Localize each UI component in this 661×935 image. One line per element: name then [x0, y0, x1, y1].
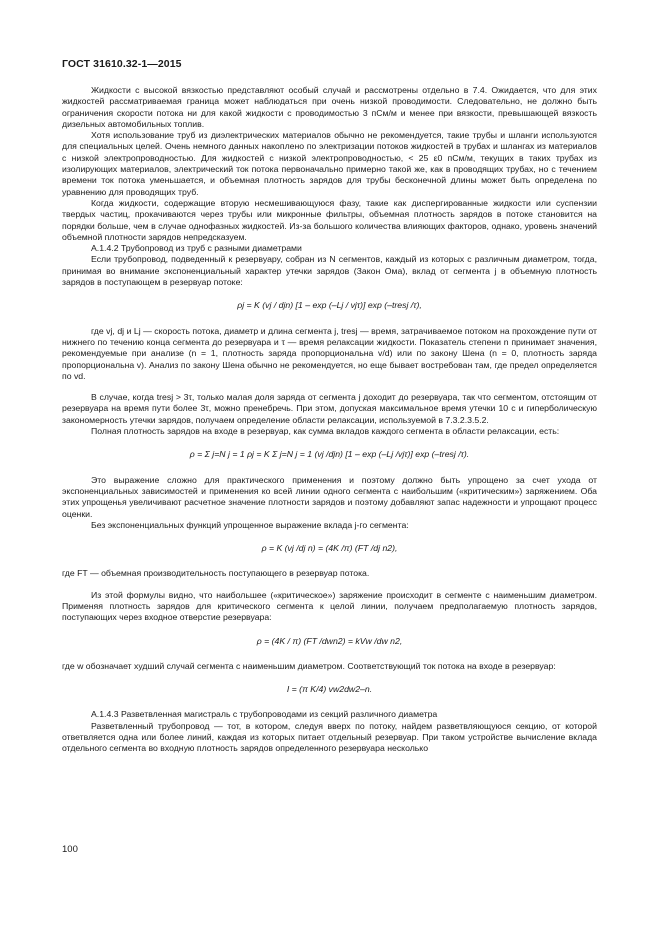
formula-segment-contribution: ρj = K (vj / djn) [1 – exp (–Lj / vjτ)] exp (–tresj /τ),: [237, 300, 422, 311]
formula-simplified: ρ = K (vj /dj n) = (4K /π) (FT /dj n2),: [261, 543, 398, 554]
document-header: ГОСТ 31610.32-1—2015: [62, 58, 182, 70]
document-body: [62, 85, 597, 755]
paragraph: Из этой формулы видно, что наибольшее («критическое») заряжение происходит в сегменте с наименьшим диаметром. Применяя плотность зарядов для критического сегмента к целой линии, получаем предполагаемую плотность зарядов, поступающих через входное отверстие резервуара:: [62, 589, 597, 623]
paragraph: Без экспоненциальных функций упрощенное выражение вклада j-го сегмента:: [91, 519, 409, 530]
section-heading-a142: А.1.4.2 Трубопровод из труб с разными диаметрами: [91, 243, 302, 254]
formula-flow-current: I = (π K/4) vw2dw2–n.: [286, 684, 373, 695]
paragraph: Жидкости с высокой вязкостью представляют особый случай и рассмотрены отдельно в 7.4. Ожидается, что для этих жидкостей рассматриваемая граница может наблюдаться при очень низкой проводимости. Следовательно, не должно быть ограничения скорости потока ни для какой жидкости с проводимостью 3 пСм/м и менее при вязкости, превышающей вязкость дизельных автомобильных топлив.: [62, 85, 597, 129]
paragraph-where: где w обозначает худший случай сегмента с наименьшим диаметром. Соответствующий ток потока на входе в резервуар:: [62, 660, 556, 671]
paragraph: Хотя использование труб из диэлектрических материалов обычно не рекомендуется, такие трубы и шланги используются для специальных целей. Очень немного данных накоплено по электризации потоков жидкостей в трубах и шлангах из материалов с низкой электропроводностью. Для жидкостей с низкой электропроводностью, < 25 ε0 пСм/м, текущих в таких трубах из изолирующих материалов, электрический ток потока первоначально примерно такой же, как в проводящих трубах, но с течением времени ток потока уменьшается, и объемная плотность зарядов для трубы бесконечной длины может быть определена по уравнению для проводящих труб.: [62, 130, 597, 197]
section-heading-a143: А.1.4.3 Разветвленная магистраль с трубопроводами из секций различного диаметра: [91, 709, 438, 720]
paragraph: В случае, когда tresj > 3τ, только малая доля заряда от сегмента j доходит до резервуара, так что сегментом, отстоящим от резервуара на время пути более 3τ, можно пренебречь. При этом, допуская максимальное время утечки 10 с и гиперболическую закономерность утечки зарядов, получаем определение области релаксации, используемой в 7.3.2.3.5.2.: [62, 392, 597, 425]
paragraph: Если трубопровод, подведенный к резервуару, собран из N сегментов, каждый из которых с различным диаметром, тогда, принимая во внимание экспоненциальный характер утечки зарядов (Закон Ома), вклад от сегмента j в объемную плотность зарядов в поступающем в резервуар потоке:: [62, 254, 597, 288]
paragraph: Когда жидкости, содержащие вторую несмешивающуюся фазу, такие как диспергированные жидкости или суспензии твердых частиц, прокачиваются через трубы или микронные фильтры, объемная плотность зарядов в потоке становится на порядки больше, чем в случае однофазных жидкостей. Из-за большого количества влияющих факторов, однако, уровень значений объемной плотности зарядов непредсказуем.: [62, 197, 597, 242]
paragraph-where: где vj, dj и Lj — скорость потока, диаметр и длина сегмента j, tresj — время, затрачиваемое потоком на прохождение пути от нижнего по течению конца сегмента до резервуара и τ — время релаксации жидкости. Показатель степени n принимает значения, рекомендуемые при анализе (n = 1, плотность заряда пропорциональна v/d) или по закону Шена (n = 0, плотность заряда пропорциональна v). Анализ по закону Шена обычно не рекомендуется, но еще бывает востребован там, где предел определяется по vd.: [62, 325, 597, 381]
formula-critical-density: ρ = (4K / π) (FT /dwn2) = kVw /dw n2,: [256, 635, 403, 646]
formula-total-density: ρ = Σ j=N j = 1 ρj = K Σ j=N j = 1 (vj /djn) [1 – exp (–Lj /vjτ)] exp (–tresj /τ).: [189, 449, 470, 460]
paragraph: Разветвленный трубопровод — тот, в котором, следуя вверх по потоку, найдем разветвляющуюся секцию, от которой ответвляется одна или более линий, каждая из которых питает отдельный резервуар. При таком устройстве вычисление вклада отдельного сегмента во входную плотность зарядов определенного резервуара несколько: [62, 720, 597, 754]
paragraph: Полная плотность зарядов на входе в резервуар, как сумма вкладов каждого сегмента в области релаксации, есть:: [91, 426, 560, 437]
page-number: 100: [62, 844, 78, 855]
paragraph: Это выражение сложно для практического применения и поэтому должно быть упрощено за счет ухода от экспоненциальных зависимостей и применения ко всей линии одного сегмента с наибольшим («критическим») заряжением. Оба этих упрощенья увеличивают расчетное значение плотности зарядов и поэтому добавляют запас надежности и упрощают процесс оценки.: [62, 474, 597, 519]
paragraph-where: где FT — объемная производительность поступающего в резервуар потока.: [62, 568, 370, 579]
